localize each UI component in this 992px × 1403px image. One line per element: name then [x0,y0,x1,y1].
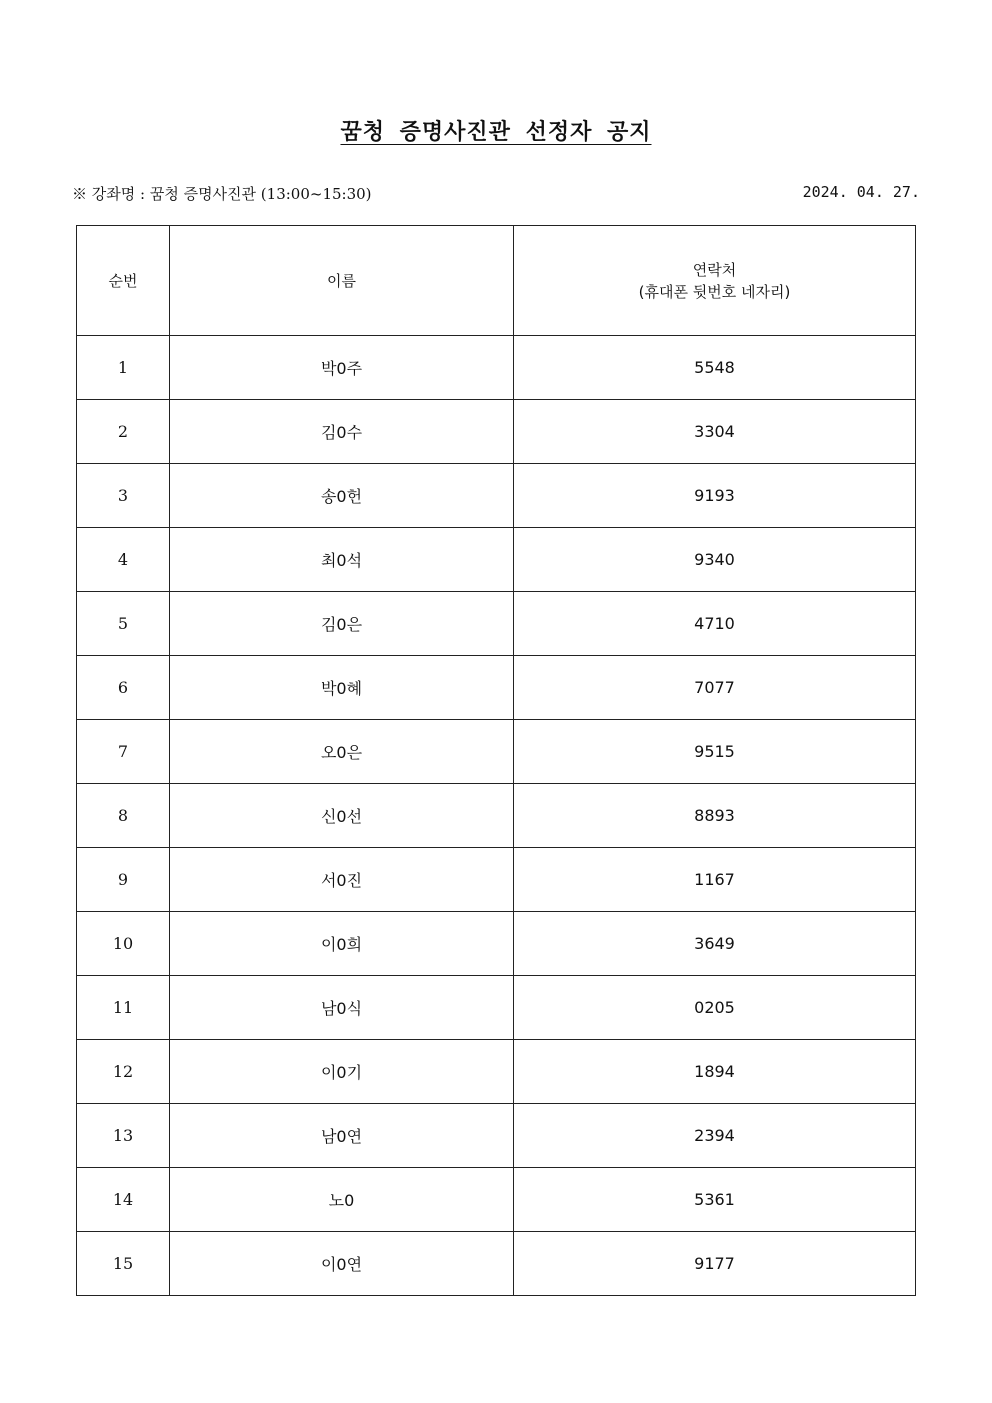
header-contact [514,226,916,336]
table-row [77,1104,916,1168]
row-name: 김0은 [170,592,514,656]
selection-table [76,225,916,1296]
course-info: ※ 강좌명 : 꿈청 증명사진관 (13:00~15:30) [72,185,372,203]
row-name: 이0연 [170,1232,514,1296]
header-contact-title: 연락처 [692,260,737,279]
row-number: 1 [77,336,170,400]
row-contact: 5361 [514,1168,916,1232]
row-contact: 0205 [514,976,916,1040]
row-name: 오0은 [170,720,514,784]
notice-date: 2024. 04. 27. [802,183,920,201]
table-row [77,784,916,848]
table-row [77,1168,916,1232]
header-name: 이름 [170,226,514,336]
row-name: 김0수 [170,400,514,464]
row-contact: 9515 [514,720,916,784]
row-contact: 7077 [514,656,916,720]
row-number: 10 [77,912,170,976]
row-number: 6 [77,656,170,720]
row-number: 3 [77,464,170,528]
row-name: 신0선 [170,784,514,848]
table-row [77,400,916,464]
table-row [77,528,916,592]
table-row [77,1232,916,1296]
row-name: 남0식 [170,976,514,1040]
row-contact: 8893 [514,784,916,848]
table-row [77,464,916,528]
row-contact: 2394 [514,1104,916,1168]
table-header-row [77,226,916,336]
row-name: 박0주 [170,336,514,400]
row-number: 2 [77,400,170,464]
row-contact: 4710 [514,592,916,656]
header-contact-subtitle: (휴대폰 뒷번호 네자리) [638,282,791,301]
row-name: 이0기 [170,1040,514,1104]
table-row [77,592,916,656]
row-contact: 5548 [514,336,916,400]
table-row [77,656,916,720]
table-row [77,336,916,400]
table-row [77,720,916,784]
table-row [77,848,916,912]
row-number: 7 [77,720,170,784]
row-number: 8 [77,784,170,848]
row-number: 4 [77,528,170,592]
row-contact: 9193 [514,464,916,528]
document-title-text: 꿈청 증명사진관 선정자 공지 [340,120,652,145]
row-number: 5 [77,592,170,656]
table-row [77,912,916,976]
row-contact: 9340 [514,528,916,592]
row-name: 서0진 [170,848,514,912]
document-title [0,115,992,146]
row-contact: 1894 [514,1040,916,1104]
header-number: 순번 [77,226,170,336]
row-contact: 3649 [514,912,916,976]
row-name: 박0혜 [170,656,514,720]
row-contact: 9177 [514,1232,916,1296]
row-number: 13 [77,1104,170,1168]
row-name: 송0헌 [170,464,514,528]
row-number: 15 [77,1232,170,1296]
table-row [77,976,916,1040]
row-name: 이0희 [170,912,514,976]
row-name: 최0석 [170,528,514,592]
row-number: 11 [77,976,170,1040]
row-name: 남0연 [170,1104,514,1168]
table-row [77,1040,916,1104]
row-contact: 1167 [514,848,916,912]
row-contact: 3304 [514,400,916,464]
row-name: 노0 [170,1168,514,1232]
row-number: 9 [77,848,170,912]
row-number: 12 [77,1040,170,1104]
row-number: 14 [77,1168,170,1232]
